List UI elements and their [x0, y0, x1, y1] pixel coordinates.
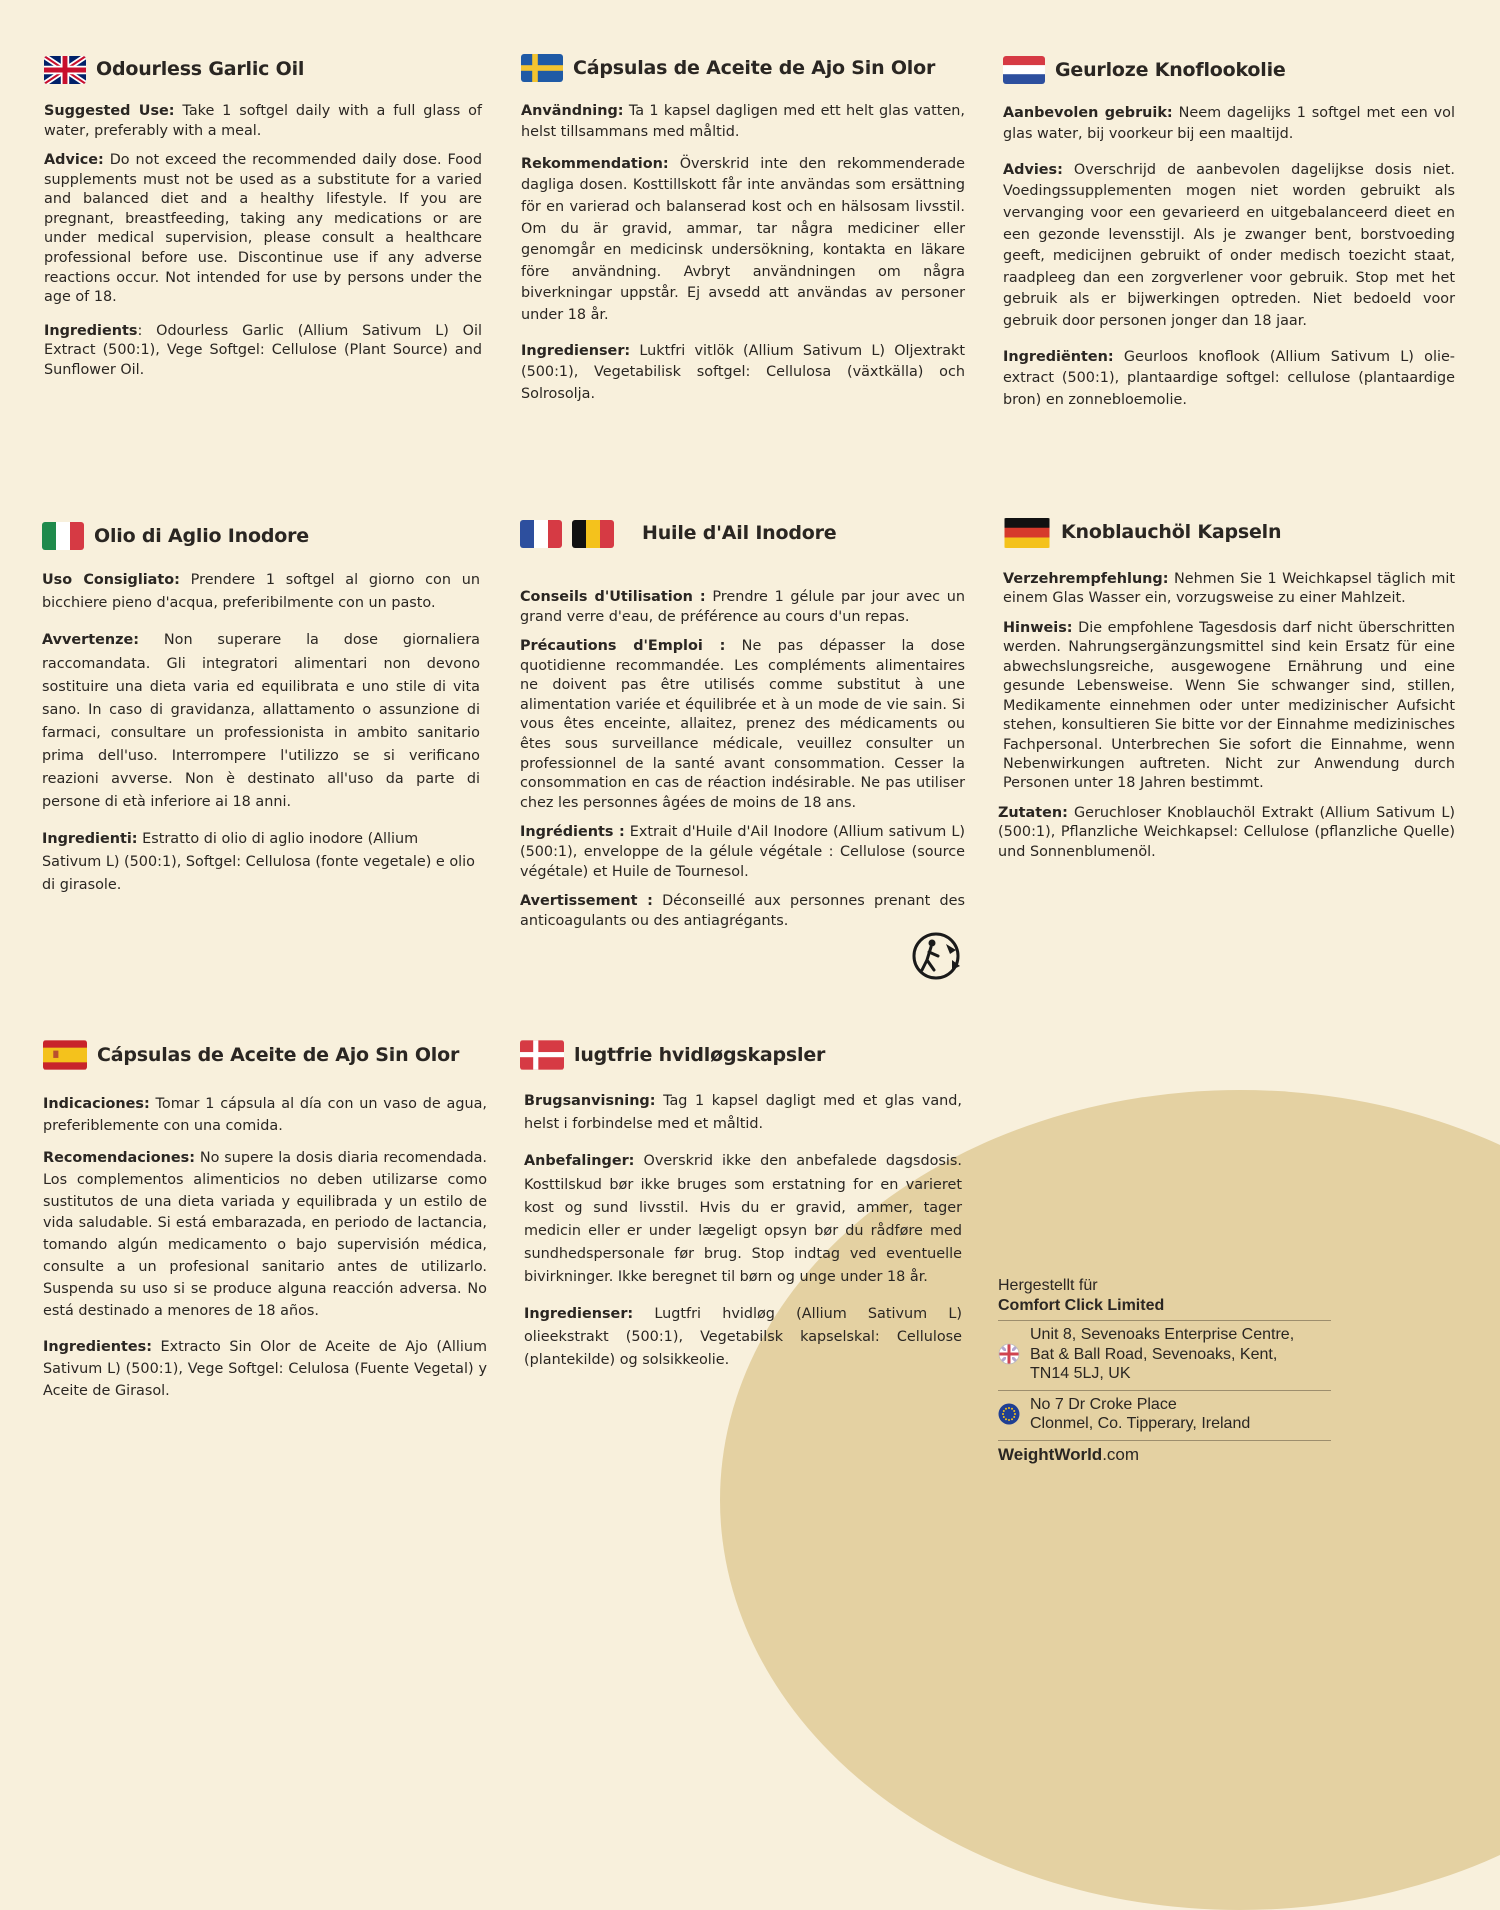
website[interactable]: WeightWorld.com	[998, 1440, 1331, 1466]
section-header	[1003, 518, 1455, 548]
section-title: Knoblauchöl Kapseln	[1061, 521, 1282, 544]
suggested-use: Suggested Use: Take 1 softgel daily with a full glass of water, preferably with a meal.	[44, 103, 482, 139]
recommended-use: Uso Consigliato: Prendere 1 softgel al giorno con un bicchiere pieno d'acqua, preferibilmente con un pasto.	[42, 572, 480, 612]
section-english	[44, 56, 482, 391]
section-title: Cápsulas de Aceite de Ajo Sin Olor	[573, 57, 936, 79]
section-header	[43, 1040, 487, 1070]
ingredients: Ingredienti: Estratto di olio di aglio inodore (Allium Sativum L) (500:1), Softgel: Cellulosa (fonte vegetale) e olio di girasole.	[42, 830, 475, 893]
eu-address: No 7 Dr Croke Place Clonmel, Co. Tipperary, Ireland	[1030, 1395, 1251, 1433]
ingredients: Ingredienser: Luktfri vitlök (Allium Sativum L) Oljextrakt (500:1), Vegetabilisk softgel: Cellulosa (växtkälla) och Solrosolja.	[521, 342, 965, 402]
uk-address-row	[998, 1320, 1331, 1390]
recommendations: Recomendaciones: No supere la dosis diaria recomendada. Los complementos alimenticios no deben utilizarse como sustitutos de una dieta variada y equilibrada y un estilo de vida saludable. Si está embarazada, en periodo de lactancia, tomando algún medicamento o bajo supervisión médica, consulte a un profesional sanitario antes de utilizarlo. Suspenda su uso si se produce alguna reacción adversa. No está destinado a menores de 18 años.	[43, 1149, 487, 1320]
ingredients: Ingrédients : Extrait d'Huile d'Ail Inodore (Allium sativum L) (500:1), enveloppe de la gélule végétale : Cellulose (source végétale) et Huile de Tournesol.	[520, 824, 965, 880]
warning: Avertissement : Déconseillé aux personnes prenant des anticoagulants ou des antiagrégants.	[520, 893, 966, 929]
made-for-label: Hergestellt für	[998, 1277, 1098, 1294]
warnings: Avvertenze: Non superare la dose giornaliera raccomandata. Gli integratori alimentari non devono sostituire una dieta varia ed equilibrata e uno stile di vita sano. In caso di gravidanza, allattamento o assunzione di farmaci, consultare un professionista in ambito sanitario prima dell'uso. Interrompere l'utilizzo se si verificano reazioni avverse. Non è destinato all'uso da parte di persone di età inferiore ai 18 anni.	[42, 632, 480, 810]
belgium-flag-icon	[572, 520, 614, 548]
advice: Advies: Overschrijd de aanbevolen dagelijkse dosis niet. Voedingssupplementen mogen niet worden gebruikt als vervanging voor een gevarieerd en uitgebalanceerd dieet en een gezonde levensstijl. Als je zwanger bent, borstvoeding geeft, medicijnen gebruikt of onder medisch toezicht staat, raadpleeg dan een zorgverlener voor gebruik. Stop met het gebruik als er bijwerkingen optreden. Niet bedoeld voor gebruik door personen jonger dan 18 jaar.	[1003, 161, 1455, 329]
section-title: Cápsulas de Aceite de Ajo Sin Olor	[97, 1043, 460, 1066]
usage-advice: Conseils d'Utilisation : Prendre 1 gélule par jour avec un grand verre d'eau, de préférence au cours d'un repas.	[520, 589, 965, 625]
section-header	[1003, 56, 1455, 85]
section-german	[998, 518, 1455, 872]
section-title: Huile d'Ail Inodore	[642, 522, 837, 545]
france-flag-icon	[520, 520, 562, 548]
section-french	[520, 520, 965, 941]
notice: Hinweis: Die empfohlene Tagesdosis darf nicht überschritten werden. Nahrungsergänzungsmittel sind kein Ersatz für eine abwechslungsreiche, ausgewogene Ernährung und eine gesunde Lebensweise. Wenn Sie schwanger sind, stillen, Medikamente einnehmen oder unter medizinischer Aufsicht stehen, konsultieren Sie bitte vor der Einnahme medizinisches Fachpersonal. Unterbrechen Sie sofort die Einnahme, wenn Nebenwirkungen auftreten. Nicht zur Anwendung durch Personen unter 18 Jahren bestimmt.	[1003, 619, 1455, 792]
germany-flag-icon	[1003, 518, 1051, 548]
uk-address: Unit 8, Sevenoaks Enterprise Centre, Bat & Ball Road, Sevenoaks, Kent, TN14 5LJ, UK	[1030, 1326, 1295, 1383]
section-header	[520, 1040, 962, 1070]
section-italian	[42, 521, 480, 907]
section-header	[44, 56, 482, 84]
triman-recycle-icon	[912, 930, 964, 982]
section-danish	[520, 1040, 962, 1382]
eu-address-row	[998, 1390, 1331, 1440]
section-title: Olio di Aglio Inodore	[94, 525, 309, 547]
netherlands-flag-icon	[1003, 56, 1045, 84]
ingredients: Ingrediënten: Geurloos knoflook (Allium Sativum L) olie-extract (500:1), plantaardige softgel: cellulose (plantaardige bron) en zonnebloemolie.	[1003, 348, 1455, 408]
eu-flag-icon	[998, 1403, 1020, 1425]
usage: Användning: Ta 1 kapsel dagligen med ett helt glas vatten, helst tillsammans med måltid.	[521, 102, 965, 141]
ingredients: Zutaten: Geruchloser Knoblauchöl Extrakt (Allium Sativum L) (500:1), Pflanzliche Weichkapsel: Cellulose (pflanzliche Quelle) und Sonnenblumenöl.	[998, 804, 1455, 860]
section-dutch	[1003, 56, 1455, 421]
uk-flag-icon	[44, 56, 86, 84]
ingredients: Ingredienser: Lugtfri hvidløg (Allium Sativum L) olieekstrakt (500:1), Vegetabilsk kapselskal: Cellulose (plantekilde) og solsikkeolie.	[524, 1305, 962, 1368]
sweden-flag-icon	[521, 54, 563, 82]
ingredients: Ingredientes: Extracto Sin Olor de Aceite de Ajo (Allium Sativum L) (500:1), Vege Softgel: Celulosa (Fuente Vegetal) y Aceite de Girasol.	[43, 1338, 487, 1399]
section-header	[521, 54, 965, 83]
recommended-intake: Verzehrempfehlung: Nehmen Sie 1 Weichkapsel täglich mit einem Glas Wasser ein, vorzugsweise zu einer Mahlzeit.	[1003, 571, 1455, 607]
section-swedish	[521, 54, 965, 415]
section-title: Odourless Garlic Oil	[96, 58, 305, 81]
instructions: Brugsanvisning: Tag 1 kapsel dagligt med et glas vand, helst i forbindelse med et måltid.	[524, 1093, 962, 1133]
uk-flag-icon	[998, 1343, 1020, 1365]
spain-flag-icon	[43, 1040, 87, 1070]
indications: Indicaciones: Tomar 1 cápsula al día con un vaso de agua, preferiblemente con una comida.	[43, 1096, 487, 1134]
recommended-use: Aanbevolen gebruik: Neem dagelijks 1 softgel met een vol glas water, bij voorkeur bij een maaltijd.	[1003, 104, 1455, 143]
manufacturer-block	[998, 1276, 1331, 1465]
precautions: Précautions d'Emploi : Ne pas dépasser la dose quotidienne recommandée. Les compléments alimentaires ne doivent pas être utilisés comme substitut à une alimentation variée et équilibrée et à un mode de vie sain. Si vous êtes enceinte, allaitez, prenez des médicaments ou êtes sous surveillance médicale, veuillez consulter un professionnel de la santé avant consommation. Cesser la consommation en cas de réaction indésirable. Ne pas utiliser chez les personnes âgées de moins de 18 ans.	[520, 638, 965, 811]
section-header	[520, 520, 965, 548]
advice: Advice: Do not exceed the recommended daily dose. Food supplements must not be used as a substitute for a varied and balanced diet and a healthy lifestyle. If you are pregnant, breastfeeding, taking any medications or are under medical supervision, please consult a healthcare professional before use. Discontinue use if any adverse reactions occur. Not intended for use by persons under the age of 18.	[44, 152, 482, 306]
section-title: Geurloze Knoflookolie	[1055, 59, 1286, 81]
section-title: lugtfrie hvidløgskapsler	[574, 1044, 826, 1066]
denmark-flag-icon	[520, 1040, 564, 1070]
ingredients: Ingredients: Odourless Garlic (Allium Sativum L) Oil Extract (500:1), Vege Softgel: Cellulose (Plant Source) and Sunflower Oil.	[44, 322, 482, 378]
company-name: Comfort Click Limited	[998, 1296, 1165, 1314]
italy-flag-icon	[42, 522, 84, 550]
recommendation: Rekommendation: Överskrid inte den rekommenderade dagliga dosen. Kosttillskott får inte användas som ersättning för en varierad och balanserad kost och en hälsosam livsstil. Om du är gravid, ammar, tar några mediciner eller genomgår en medicinsk undersökning, kontakta en läkare före användning. Avbryt användningen om några biverkningar uppstår. Ej avsedd att användas av personer under 18 år.	[521, 155, 965, 323]
recommendations: Anbefalinger: Overskrid ikke den anbefalede dagsdosis. Kosttilskud bør ikke bruges som erstatning for en varieret kost og sund livsstil. Hvis du er gravid, ammer, tager medicin eller er under lægeligt opsyn bør du rådføre med sundhedspersonale før brug. Stop indtag ved eventuelle bivirkninger. Ikke beregnet til børn og unge under 18 år.	[524, 1153, 962, 1285]
section-spanish	[43, 1040, 487, 1413]
section-header	[42, 521, 480, 551]
